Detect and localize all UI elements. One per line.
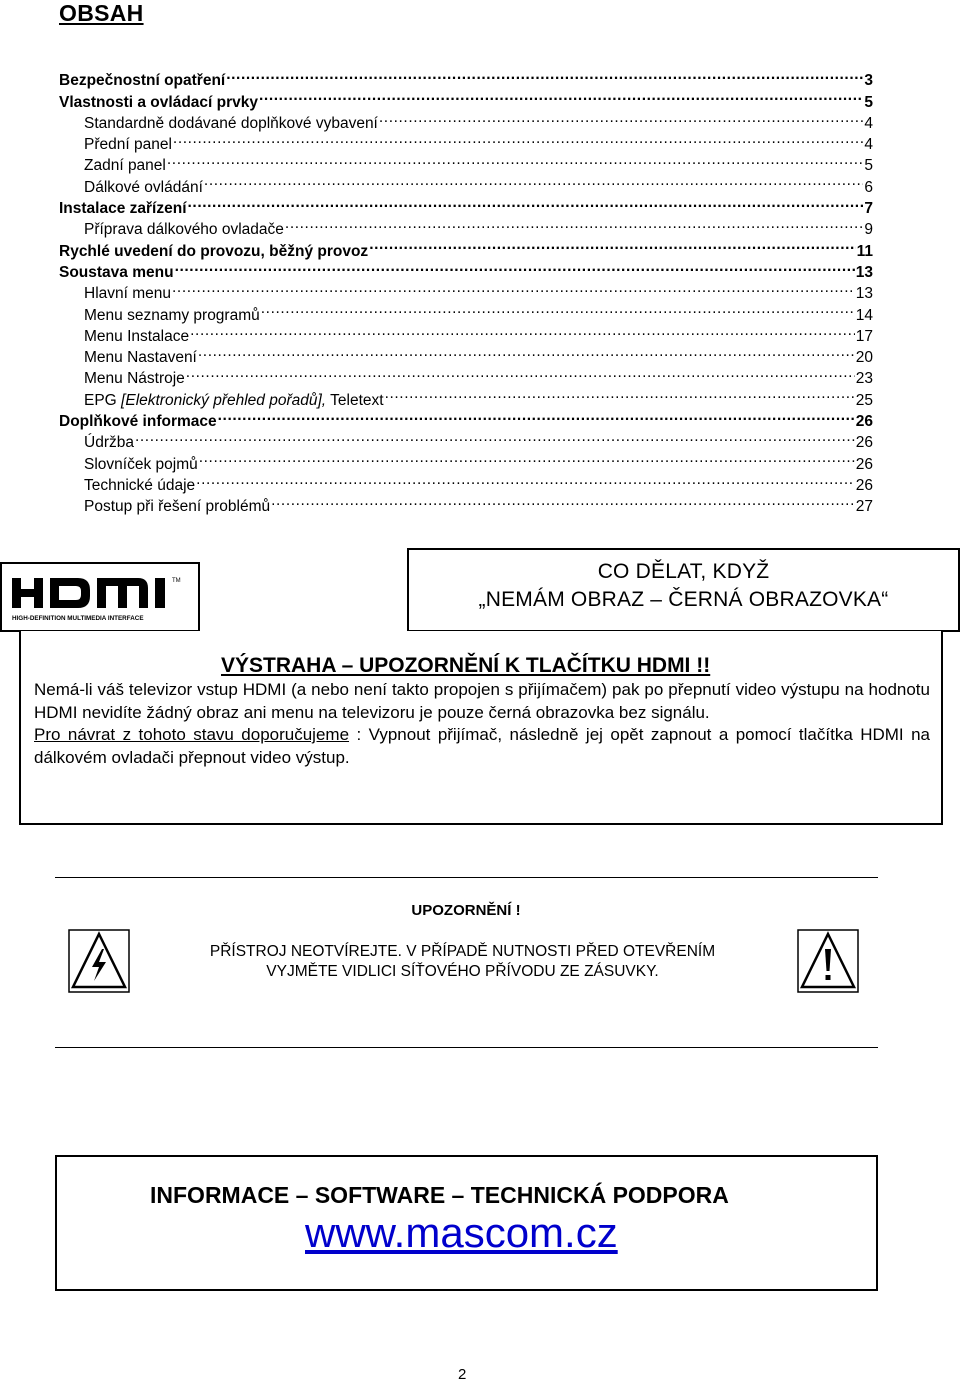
toc-entry[interactable] xyxy=(59,128,873,154)
toc-entry-page: 23 xyxy=(855,370,873,388)
toc-entry[interactable] xyxy=(59,447,873,473)
toc-leader-dots xyxy=(259,85,863,106)
warning-paragraph: Nemá-li váš televizor vstup HDMI (a nebo není takto propojen s přijímačem) pak po přepnutí video výstupu na hodnotu HDMI nevidíte žádný obraz ani menu na televizoru je pouze černá obrazovka bez signálu. xyxy=(34,680,930,722)
toc-entry-page: 26 xyxy=(855,434,873,452)
toc-entry-title: Doplňkové informace xyxy=(59,413,217,431)
toc-entry-title-italic: [Elektronický přehled pořadů], xyxy=(121,391,327,409)
toc-entry-title: Zadní panel xyxy=(84,157,166,175)
toc-entry-title: Rychlé uvedení do provozu, běžný provoz xyxy=(59,242,369,260)
toc-entry-title: Menu Instalace xyxy=(84,327,190,345)
no-picture-title-line1: CO DĚLAT, KDYŽ xyxy=(597,560,770,583)
toc-leader-dots xyxy=(175,256,855,277)
hdmi-logo xyxy=(0,562,200,632)
toc-entry-page: 6 xyxy=(864,178,873,196)
toc-entry-title: Hlavní menu xyxy=(84,285,172,303)
toc-leader-dots xyxy=(204,170,863,191)
toc-entry-page: 3 xyxy=(864,72,873,90)
toc-entry[interactable] xyxy=(59,426,873,452)
toc-leader-dots xyxy=(172,277,855,298)
toc-entry-title: Instalace zařízení xyxy=(59,200,187,218)
toc-leader-dots xyxy=(385,383,855,404)
toc-entry-title: Menu seznamy programů xyxy=(84,306,260,324)
toc-leader-dots xyxy=(285,213,863,234)
warning-title: VÝSTRAHA – UPOZORNĚNÍ K TLAČÍTKU HDMI !! xyxy=(221,654,711,677)
toc-entry[interactable] xyxy=(59,277,873,303)
toc-entry-title: Technické údaje xyxy=(84,476,196,494)
toc-leader-dots xyxy=(196,469,855,490)
table-of-contents xyxy=(59,64,873,516)
divider-bottom xyxy=(55,1047,878,1048)
toc-entry-title: Standardně dodávané doplňkové vybavení xyxy=(84,114,378,132)
toc-entry-page: 26 xyxy=(855,413,873,431)
toc-entry-page: 13 xyxy=(855,285,873,303)
toc-entry-page: 7 xyxy=(864,200,873,218)
toc-entry[interactable] xyxy=(59,298,873,324)
toc-leader-dots xyxy=(167,149,864,170)
toc-leader-dots xyxy=(379,107,864,128)
caution-title: UPOZORNĚNÍ ! xyxy=(411,902,521,919)
toc-entry-page: 4 xyxy=(864,114,873,132)
toc-entry-title: Údržba xyxy=(84,434,134,452)
toc-entry-title: Vlastnosti a ovládací prvky xyxy=(59,93,259,111)
advice-text: : Vypnout přijímač, následně jej opět zapnout a pomocí tlačítka HDMI na dálkovém ovladači přepnout video výstup. xyxy=(34,725,930,767)
no-picture-title-line2: „NEMÁM OBRAZ – ČERNÁ OBRAZOVKA“ xyxy=(478,588,889,611)
toc-entry-page: 5 xyxy=(864,93,873,111)
toc-entry-title: Soustava menu xyxy=(59,263,174,281)
toc-entry-title: Přední panel xyxy=(84,136,172,154)
hdmi-warning-box xyxy=(19,631,943,825)
toc-leader-dots xyxy=(135,426,855,447)
toc-leader-dots xyxy=(198,341,855,362)
caution-line2: VYJMĚTE VIDLICI SÍŤOVÉHO PŘÍVODU ZE ZÁSUVKY. xyxy=(266,963,659,980)
toc-leader-dots xyxy=(199,447,855,468)
toc-leader-dots xyxy=(186,362,855,383)
warning-text xyxy=(34,679,930,769)
toc-entry-title: Menu Nastavení xyxy=(84,349,197,367)
support-info-box xyxy=(55,1155,878,1291)
toc-entry-title-prefix: EPG xyxy=(84,391,122,409)
toc-leader-dots xyxy=(261,298,855,319)
caution-line1: PŘÍSTROJ NEOTVÍREJTE. V PŘÍPADĚ NUTNOSTI PŘED OTEVŘENÍM xyxy=(209,943,716,960)
website-link[interactable]: www.mascom.cz xyxy=(305,1209,618,1256)
toc-leader-dots xyxy=(226,64,863,85)
toc-leader-dots xyxy=(271,490,855,511)
toc-entry-page: 26 xyxy=(855,476,873,494)
toc-entry-page: 11 xyxy=(856,242,873,260)
toc-entry[interactable] xyxy=(59,149,873,175)
exclamation-warning-icon xyxy=(797,929,859,998)
toc-entry[interactable] xyxy=(59,256,873,281)
caution-text xyxy=(0,942,925,982)
toc-leader-dots xyxy=(369,234,855,255)
toc-entry-page: 13 xyxy=(855,263,873,281)
toc-entry-title: Bezpečnostní opatření xyxy=(59,72,226,90)
support-title: INFORMACE – SOFTWARE – TECHNICKÁ PODPORA xyxy=(150,1182,729,1208)
toc-entry-page: 14 xyxy=(855,306,873,324)
toc-entry-page: 9 xyxy=(864,221,873,239)
toc-entry-title: Příprava dálkového ovladače xyxy=(84,221,284,239)
toc-entry-page: 4 xyxy=(864,136,873,154)
toc-entry-title: Menu Nástroje xyxy=(84,370,185,388)
page-title: OBSAH xyxy=(59,0,144,26)
toc-leader-dots xyxy=(218,405,855,426)
toc-leader-dots xyxy=(188,192,864,213)
toc-entry-page: 20 xyxy=(855,349,873,367)
toc-entry[interactable] xyxy=(59,64,873,90)
hdmi-tagline: HIGH-DEFINITION MULTIMEDIA INTERFACE xyxy=(12,615,144,622)
divider-top xyxy=(55,877,878,878)
toc-entry-title: Dálkové ovládání xyxy=(84,178,203,196)
toc-entry-title: Slovníček pojmů xyxy=(84,455,198,473)
toc-entry-title: Postup při řešení problémů xyxy=(84,498,271,516)
toc-entry-page: 25 xyxy=(855,391,873,409)
page-number: 2 xyxy=(458,1366,467,1383)
no-picture-box xyxy=(407,548,960,632)
toc-entry-page: 27 xyxy=(855,498,873,516)
toc-entry-title-suffix: Teletext xyxy=(326,391,384,409)
toc-entry-page: 26 xyxy=(855,455,873,473)
toc-entry-page: 5 xyxy=(864,157,873,175)
hdmi-logo-icon xyxy=(2,564,198,630)
trademark-mark: TM xyxy=(172,578,181,584)
toc-entry[interactable] xyxy=(59,170,873,196)
advice-label: Pro návrat z tohoto stavu doporučujeme xyxy=(34,725,350,744)
toc-entry-page: 17 xyxy=(855,327,873,345)
toc-leader-dots xyxy=(190,320,855,341)
toc-leader-dots xyxy=(173,128,863,149)
